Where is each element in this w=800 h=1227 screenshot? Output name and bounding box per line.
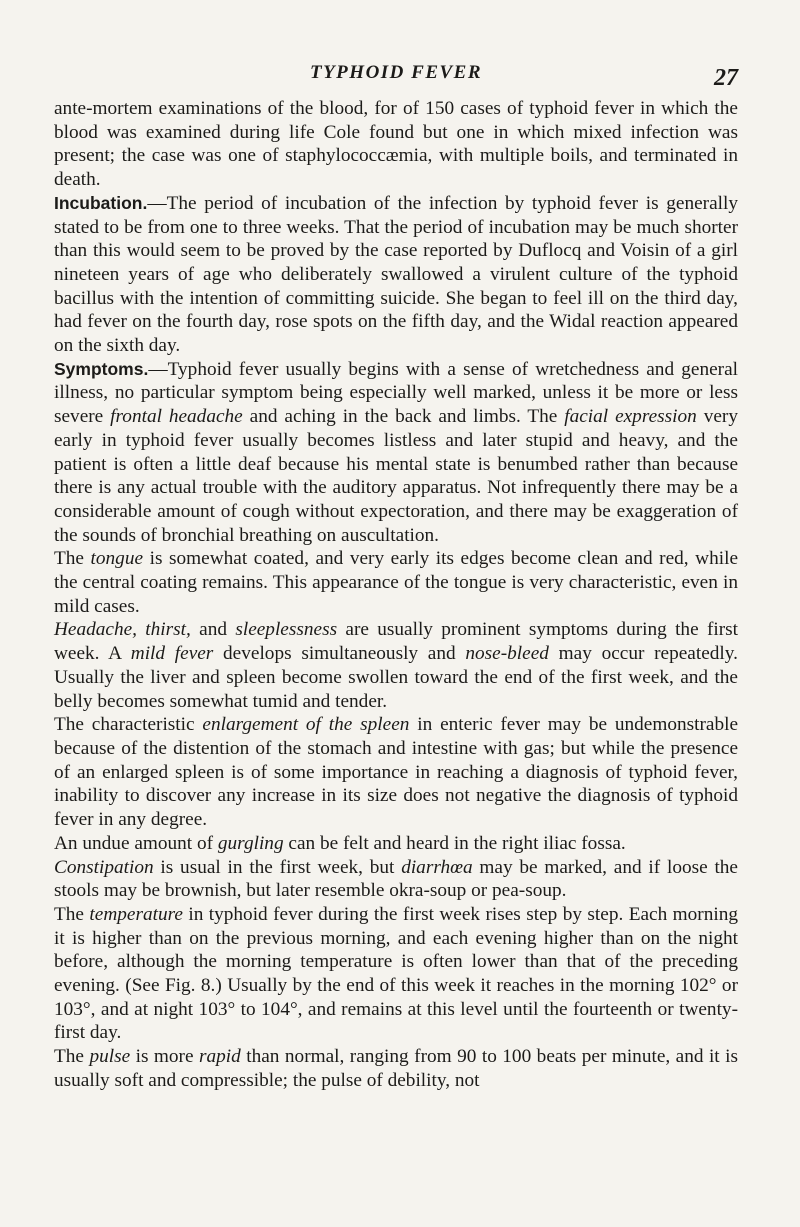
emphasis: frontal headache	[110, 406, 243, 428]
text-run: develops simultaneously and	[213, 643, 466, 665]
text-run: than normal, ranging from 90 to 100 beats per minute, and it is usually soft and compressible; the pulse of debility, not	[54, 1046, 738, 1091]
emphasis: Constipation	[54, 856, 154, 878]
text-run: The characteristic	[54, 714, 203, 736]
text-run: —Typhoid fever usually begins with a sense of wretchedness and general illness, no particular symptom being especially well marked, unless it be more or less severe	[54, 358, 738, 428]
text-run: in typhoid fever during the first week rises step by step. Each morning it is higher than on the previous morning, and each evening higher than on the night before, although the morning temperature is often lower than that of the preceding evening. (See Fig. 8.) Usually by the end of this week it reaches in the morning 102° or 103°, and at night 103° to 104°, and remains at this level until the fourteenth or twenty-first day.	[54, 903, 739, 1044]
text-run: are usually prominent symptoms during the first week. A	[54, 619, 739, 665]
emphasis: temperature	[89, 903, 183, 925]
text-run: —The period of incubation of the infection by typhoid fever is generally stated to be from one to three weeks. That the period of incubation may be much shorter than this would seem to be proved by the case reported by Duflocq and Voisin of a girl nineteen years of age who deliberately swallowed a virulent culture of the typhoid bacillus with the intention of committing suicide. She began to feel ill on the third day, had fever on the fourth day, rose spots on the fifth day, and the Widal reaction appeared on the sixth day.	[54, 192, 738, 357]
paragraph	[54, 1045, 738, 1092]
text-run: The	[54, 903, 90, 925]
text-run: ante-mortem examinations of the blood, for of 150 cases of typhoid fever in which the blood was examined during life Cole found but one in which mixed infection was present; the case was one of staphylococcæmia, with multiple boils, and terminated in death.	[54, 98, 738, 191]
section-heading: Incubation.	[54, 192, 148, 213]
running-title: TYPHOID FEVER	[309, 62, 483, 83]
emphasis: Headache, thirst,	[54, 619, 191, 641]
text-run: may occur repeatedly. Usually the liver and spleen become swollen toward the end of the first week, and the belly becomes somewhat tumid and tender.	[54, 643, 738, 712]
emphasis: tongue	[90, 548, 144, 570]
paragraph	[54, 618, 738, 713]
text-run: The	[54, 1046, 90, 1068]
text-run: is more	[130, 1046, 199, 1068]
text-run: The	[54, 548, 91, 570]
emphasis: mild fever	[130, 643, 214, 665]
emphasis: nose-bleed	[465, 643, 549, 665]
paragraph	[54, 856, 738, 903]
section-heading: Symptoms.	[54, 358, 149, 379]
paragraph	[54, 713, 738, 832]
text-run: and aching in the back and limbs. The	[242, 406, 565, 428]
emphasis: sleeplessness	[235, 619, 338, 641]
emphasis: facial expression	[564, 406, 697, 428]
text-run: very early in typhoid fever usually becomes listless and later stupid and heavy, and the patient is often a little deaf because his mental state is benumbed rather than because there is any actual trouble with the auditory apparatus. Not infrequently there may be a considerable amount of cough without expectoration, and there may be exaggeration of the sounds of bronchial breathing on auscultation.	[54, 406, 738, 546]
emphasis: diarrhœa	[401, 856, 473, 878]
paragraph	[54, 903, 738, 1045]
paragraph	[54, 832, 738, 856]
text-run: and	[190, 619, 236, 641]
page-number: 27	[714, 65, 738, 91]
emphasis: enlargement of the spleen	[202, 714, 410, 736]
emphasis: rapid	[199, 1046, 241, 1068]
text-run: in enteric fever may be undemonstrable because of the distention of the stomach and intestine with gas; but while the presence of an enlarged spleen is of some importance in reaching a diagnosis of typhoid fever, inability to discover any increase in its size does not negative the diagnosis of typhoid fever in any degree.	[54, 714, 739, 831]
body-text	[54, 97, 738, 1093]
paragraph	[54, 192, 738, 358]
text-run: An undue amount of	[54, 832, 218, 854]
text-run: may be marked, and if loose the stools may be brownish, but later resemble okra-soup or pea-soup.	[54, 856, 738, 902]
emphasis: pulse	[89, 1046, 131, 1068]
running-header	[54, 62, 738, 92]
paragraph	[54, 97, 738, 192]
text-run: is usual in the first week, but	[153, 856, 402, 878]
paragraph	[54, 547, 738, 618]
paragraph	[54, 358, 738, 548]
text-run: is somewhat coated, and very early its edges become clean and red, while the central coating remains. This appearance of the tongue is very characteristic, even in mild cases.	[54, 548, 739, 617]
text-run: can be felt and heard in the right iliac fossa.	[283, 832, 626, 854]
emphasis: gurgling	[217, 832, 284, 854]
